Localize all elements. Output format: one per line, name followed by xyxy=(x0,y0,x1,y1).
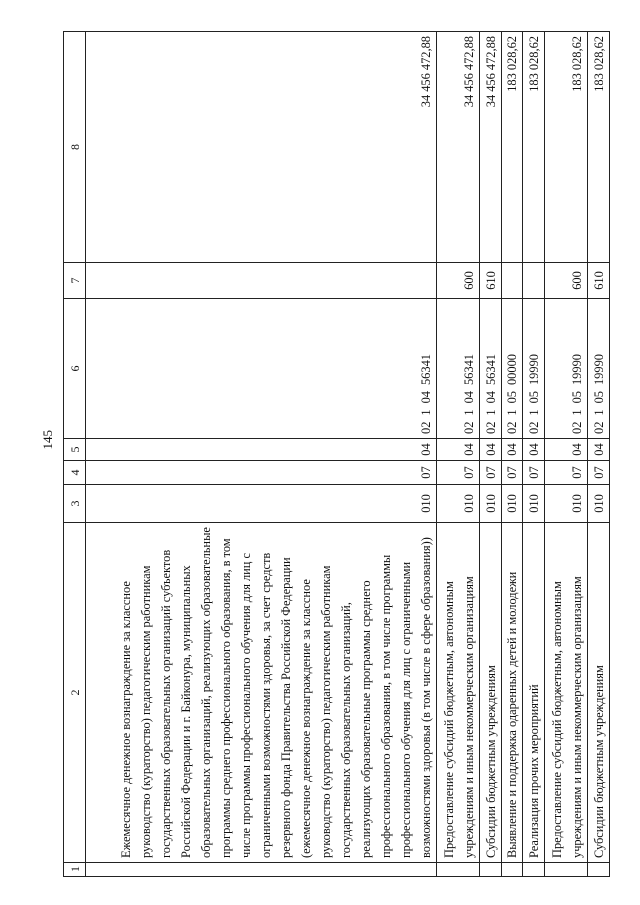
header-row xyxy=(64,32,86,877)
csr-subprogram: 1 xyxy=(462,409,477,416)
csr-program: 02 xyxy=(483,421,498,434)
header-col-3: 3 xyxy=(64,485,86,523)
table-row xyxy=(85,32,436,877)
row-amount: 34 456 472,88 xyxy=(436,32,479,263)
row-code: 010 xyxy=(85,485,436,523)
row-target-article xyxy=(85,299,436,439)
row-amount: 183 028,62 xyxy=(545,32,588,263)
csr-direction: 19990 xyxy=(527,354,542,386)
row-amount: 183 028,62 xyxy=(523,32,545,263)
header-col-2: 2 xyxy=(64,523,86,863)
row-expense-type: 600 xyxy=(545,263,588,299)
row-col1 xyxy=(85,863,436,877)
row-col1 xyxy=(588,863,610,877)
row-name: Реализация прочих мероприятий xyxy=(523,523,545,863)
row-name: Субсидии бюджетным учреждениям xyxy=(480,523,502,863)
row-amount: 34 456 472,88 xyxy=(480,32,502,263)
row-subsection: 04 xyxy=(501,439,523,461)
table-row xyxy=(501,32,523,877)
row-section: 07 xyxy=(588,461,610,485)
row-section: 07 xyxy=(85,461,436,485)
csr-event: 05 xyxy=(505,391,520,404)
row-target-article xyxy=(588,299,610,439)
csr-subprogram: 1 xyxy=(418,409,433,416)
table-row xyxy=(523,32,545,877)
page-number: 145 xyxy=(40,430,55,450)
header-col-7: 7 xyxy=(64,263,86,299)
row-amount: 183 028,62 xyxy=(501,32,523,263)
row-subsection: 04 xyxy=(480,439,502,461)
csr-direction: 19990 xyxy=(570,354,585,386)
row-name: Ежемесячное денежное вознаграждение за классное руководство (кураторство) педагогическим работникам государственных образовательных организаций субъектов Российской Федерации и г. Байконура, муниципальных образовательных организаций, реализующих образовательные программы среднего профессионального образования, в том числе программы профессионального обучения для лиц с ограниченными возможностями здоровья, за счет средств резервного фонда Правительства Российской Федерации (ежемесячное денежное вознаграждение за классное руководство (кураторство) педагогическим работникам государственных образовательных организаций, реализующих образовательные программы среднего профессионального образования, в том числе программы профессионального обучения для лиц с ограниченными возможностями здоровья (в том числе в сфере образования)) xyxy=(85,523,436,863)
header-col-5: 5 xyxy=(64,439,86,461)
row-section: 07 xyxy=(523,461,545,485)
row-expense-type xyxy=(523,263,545,299)
csr-event: 05 xyxy=(592,391,606,404)
row-subsection: 04 xyxy=(588,439,610,461)
row-expense-type xyxy=(85,263,436,299)
csr-direction: 00000 xyxy=(505,354,520,386)
csr-subprogram: 1 xyxy=(527,409,542,416)
row-section: 07 xyxy=(545,461,588,485)
row-subsection: 04 xyxy=(545,439,588,461)
row-subsection: 04 xyxy=(436,439,479,461)
row-code: 010 xyxy=(436,485,479,523)
header-col-8: 8 xyxy=(64,32,86,263)
csr-direction: 56341 xyxy=(462,354,477,386)
csr-subprogram: 1 xyxy=(592,409,606,416)
table-row xyxy=(545,32,588,877)
row-code: 010 xyxy=(523,485,545,523)
csr-program: 02 xyxy=(418,421,433,434)
row-col1 xyxy=(501,863,523,877)
table-row xyxy=(480,32,502,877)
row-name: Предоставление субсидий бюджетным, автономным учреждениям и иным некоммерческим организациям xyxy=(545,523,588,863)
row-target-article xyxy=(436,299,479,439)
row-code: 010 xyxy=(501,485,523,523)
row-target-article xyxy=(480,299,502,439)
csr-event: 04 xyxy=(483,391,498,404)
csr-event: 04 xyxy=(462,391,477,404)
rotated-page xyxy=(63,32,610,877)
row-col1 xyxy=(436,863,479,877)
table-row xyxy=(588,32,610,877)
header-col-6: 6 xyxy=(64,299,86,439)
csr-program: 02 xyxy=(527,421,542,434)
row-amount: 183 028,62 xyxy=(588,32,610,263)
csr-subprogram: 1 xyxy=(570,409,585,416)
row-section: 07 xyxy=(480,461,502,485)
budget-table xyxy=(63,31,610,877)
row-col1 xyxy=(523,863,545,877)
row-subsection: 04 xyxy=(85,439,436,461)
row-expense-type xyxy=(501,263,523,299)
row-target-article xyxy=(523,299,545,439)
table-row xyxy=(436,32,479,877)
row-name: Предоставление субсидий бюджетным, автономным учреждениям и иным некоммерческим организациям xyxy=(436,523,479,863)
row-expense-type: 610 xyxy=(480,263,502,299)
csr-subprogram: 1 xyxy=(483,409,498,416)
row-section: 07 xyxy=(501,461,523,485)
csr-program: 02 xyxy=(570,421,585,434)
csr-direction: 56341 xyxy=(418,354,433,386)
csr-event: 05 xyxy=(570,391,585,404)
csr-event: 05 xyxy=(527,391,542,404)
row-col1 xyxy=(545,863,588,877)
csr-direction: 56341 xyxy=(483,354,498,386)
row-code: 010 xyxy=(480,485,502,523)
row-target-article xyxy=(501,299,523,439)
csr-program: 02 xyxy=(505,421,520,434)
csr-subprogram: 1 xyxy=(505,409,520,416)
row-code: 010 xyxy=(545,485,588,523)
row-target-article xyxy=(545,299,588,439)
csr-program: 02 xyxy=(462,421,477,434)
row-expense-type: 600 xyxy=(436,263,479,299)
row-section: 07 xyxy=(436,461,479,485)
csr-event: 04 xyxy=(418,391,433,404)
row-code: 010 xyxy=(588,485,610,523)
row-expense-type: 610 xyxy=(588,263,610,299)
header-col-4: 4 xyxy=(64,461,86,485)
row-name: Выявление и поддержка одаренных детей и молодежи xyxy=(501,523,523,863)
row-col1 xyxy=(480,863,502,877)
header-col-1: 1 xyxy=(64,863,86,877)
row-name: Субсидии бюджетным учреждениям xyxy=(588,523,610,863)
csr-program: 02 xyxy=(592,421,606,434)
row-amount: 34 456 472,88 xyxy=(85,32,436,263)
row-subsection: 04 xyxy=(523,439,545,461)
csr-direction: 19990 xyxy=(592,354,606,386)
